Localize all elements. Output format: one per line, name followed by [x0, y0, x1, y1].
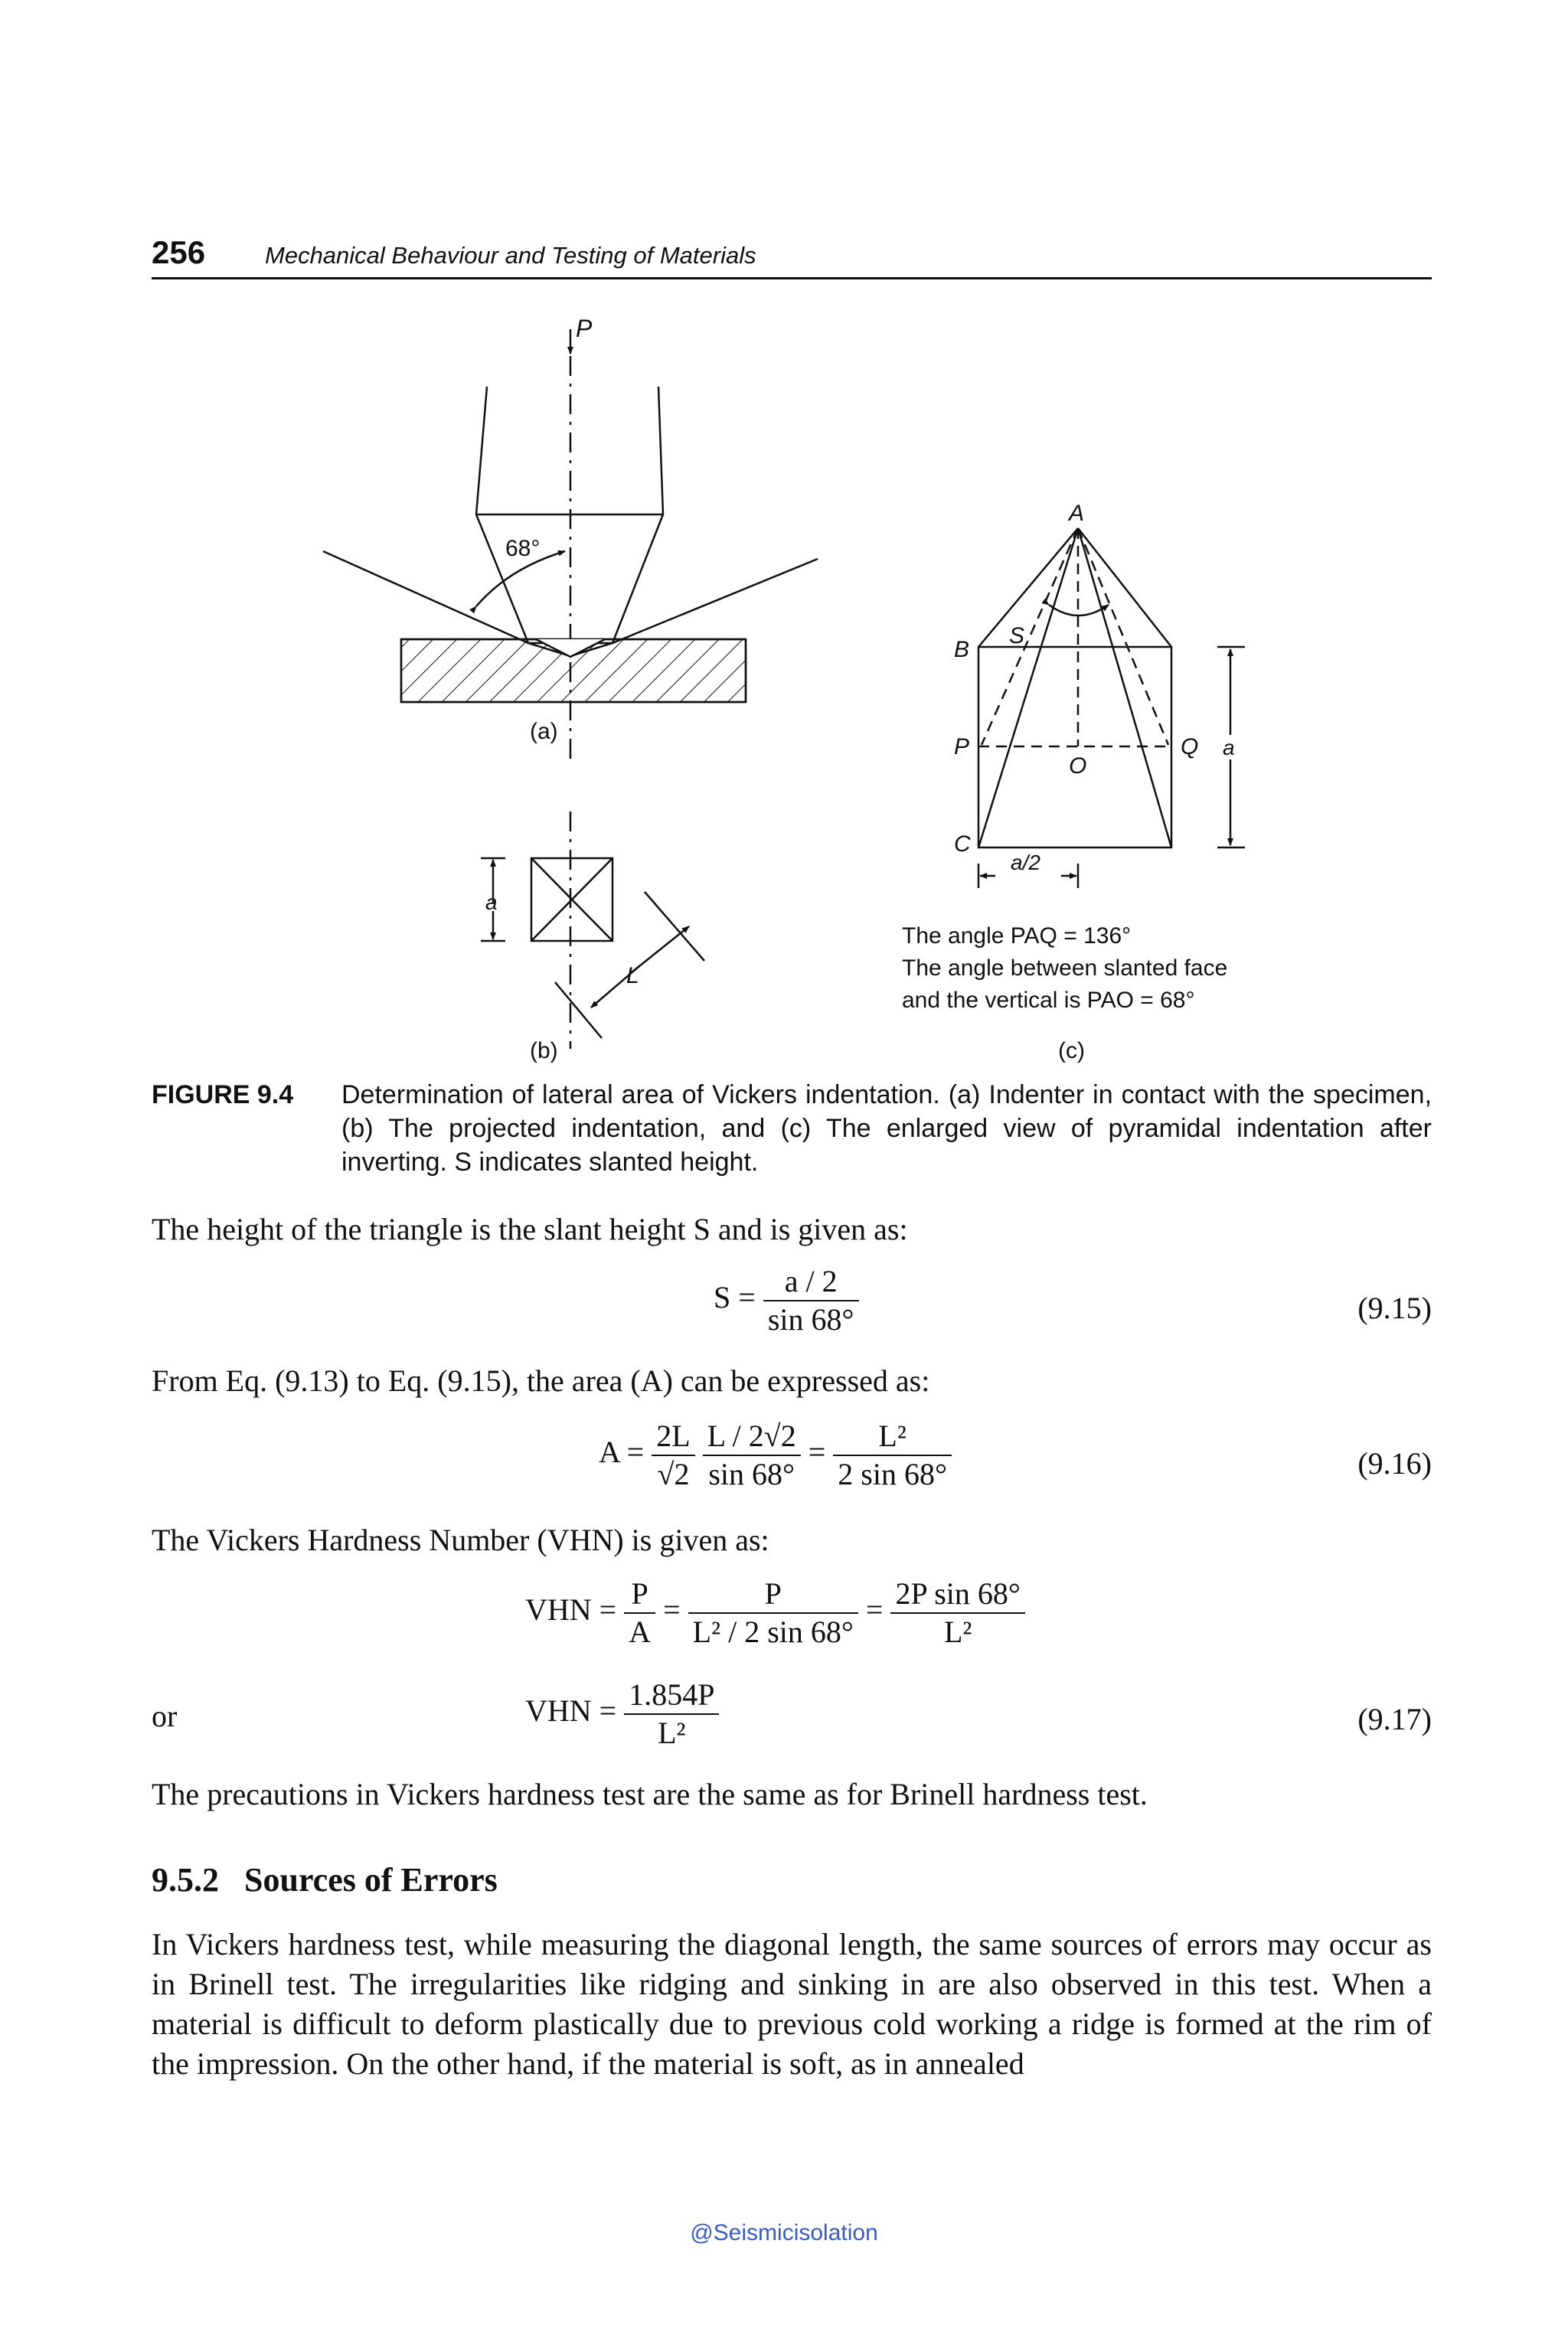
eq916-f2-num: L / 2√2	[703, 1418, 801, 1456]
paragraph-slant-height: The height of the triangle is the slant height S and is given as:	[152, 1212, 908, 1246]
page-number: 256	[152, 234, 206, 270]
caption-text: Determination of lateral area of Vickers indentation. (a) Indenter in contact with the specimen, (b) The projected indentation, and (c) The enlarged view of pyramidal indentation after inverting. S indicates slanted height.	[341, 1080, 1432, 1177]
equation-9-16	[599, 1418, 952, 1493]
section-title: Sources of Errors	[244, 1861, 498, 1899]
vhn-f3-den: L²	[943, 1615, 972, 1649]
running-title: Mechanical Behaviour and Testing of Materials	[265, 242, 756, 269]
eq916-f1-den: √2	[657, 1457, 690, 1491]
height-a-label: a	[1223, 736, 1235, 759]
equation-9-17	[525, 1677, 719, 1752]
paragraph-precautions: The precautions in Vickers hardness test are the same as for Brinell hardness test.	[152, 1777, 1148, 1811]
paragraph-area: From Eq. (9.13) to Eq. (9.15), the area (A) can be expressed as:	[152, 1363, 930, 1398]
note-line-3: and the vertical is PAO = 68°	[902, 988, 1195, 1013]
vhn-f1-den: A	[629, 1615, 652, 1649]
panel-b-label: (b)	[530, 1038, 558, 1063]
centre-O-label: O	[1069, 753, 1087, 779]
eq915-fraction	[763, 1263, 859, 1338]
slant-S-label: S	[1009, 623, 1025, 648]
equation-vhn	[525, 1576, 1025, 1651]
angle-label: 68°	[505, 536, 541, 561]
vhn-frac2	[688, 1576, 858, 1651]
vhn-frac1	[624, 1576, 655, 1651]
paragraph-errors: In Vickers hardness test, while measuring the diagonal length, the same sources of errors may occur as in Brinell test. The irregularities like ridging and sinking in are also observed in this test. When a material is difficult to deform plastically due to previous cold working a ridge is formed at the rim of the impression. On the other hand, if the material is soft, as in annealed	[152, 1927, 1432, 2081]
eq916-lhs: A =	[599, 1435, 645, 1470]
point-Q-label: Q	[1181, 734, 1199, 759]
section-heading	[152, 1860, 498, 1899]
vertex-C-label: C	[954, 831, 971, 857]
eq916-f3-den: 2 sin 68°	[838, 1457, 947, 1491]
eq916-f2-den: sin 68°	[708, 1457, 795, 1491]
eq915-num: a / 2	[763, 1263, 859, 1301]
eq917-num: 1.854P	[624, 1677, 719, 1715]
half-a-label: a/2	[1011, 851, 1040, 874]
L-ext-2	[555, 982, 602, 1038]
panel-a-indenter	[323, 329, 818, 766]
vhn-f2-num: P	[688, 1576, 858, 1614]
edge-AC	[978, 528, 1078, 847]
vhn-frac3	[890, 1576, 1024, 1651]
panel-b-projection	[481, 812, 704, 1049]
eq916-frac2	[703, 1418, 801, 1493]
vhn-f3-num: 2P sin 68°	[890, 1576, 1024, 1614]
vhn-lhs: VHN =	[525, 1592, 617, 1628]
edge-A-right	[1078, 528, 1171, 647]
vhn-f2-den: L² / 2 sin 68°	[692, 1615, 854, 1649]
panel-c-pyramid	[978, 528, 1245, 888]
edge-A-bottom-right	[1078, 528, 1171, 847]
slant-AP	[982, 528, 1078, 745]
vhn-f1-num: P	[624, 1576, 655, 1614]
caption-label: FIGURE 9.4	[152, 1080, 294, 1109]
note-line-2: The angle between slanted face	[902, 955, 1228, 981]
eq916-frac3	[833, 1418, 952, 1493]
vhn-equals-2: =	[865, 1592, 884, 1628]
L-arrow-1	[632, 926, 689, 972]
panel-a-label: (a)	[530, 719, 558, 744]
eq915-lhs: S =	[714, 1280, 756, 1315]
face-extension-right	[612, 559, 818, 643]
eq916-f3-num: L²	[833, 1418, 952, 1456]
paragraph-vhn: The Vickers Hardness Number (VHN) is given as:	[152, 1523, 769, 1557]
equation-9-15	[714, 1263, 859, 1338]
L-ext-1	[645, 892, 704, 961]
watermark: @Seismicisolation	[690, 2220, 878, 2245]
eq-number-9-15: (9.15)	[1357, 1291, 1432, 1325]
or-word: or	[152, 1699, 178, 1733]
diagonal-L-label: L	[626, 963, 639, 988]
panel-c-label: (c)	[1058, 1038, 1085, 1063]
vertex-A-label: A	[1069, 501, 1085, 526]
vertex-B-label: B	[954, 637, 970, 662]
eq-number-9-16: (9.16)	[1357, 1446, 1432, 1481]
point-P-label: P	[954, 734, 970, 759]
load-label: P	[576, 315, 593, 342]
vhn-equals-1: =	[663, 1592, 681, 1628]
eq916-frac1	[652, 1418, 694, 1493]
eq917-lhs: VHN =	[525, 1693, 617, 1729]
eq917-fraction	[624, 1677, 719, 1752]
figure-9-4	[0, 0, 1568, 1072]
eq917-den: L²	[658, 1716, 686, 1750]
section-number: 9.5.2	[152, 1861, 219, 1899]
eq916-equals: =	[808, 1435, 826, 1470]
note-line-1: The angle PAQ = 136°	[902, 923, 1132, 949]
edge-AB	[978, 528, 1078, 647]
eq915-den: sin 68°	[767, 1302, 854, 1337]
slant-AQ	[1078, 528, 1168, 745]
eq-number-9-17: (9.17)	[1357, 1702, 1432, 1736]
side-a-label: a	[485, 890, 498, 914]
eq916-f1-num: 2L	[652, 1418, 694, 1456]
